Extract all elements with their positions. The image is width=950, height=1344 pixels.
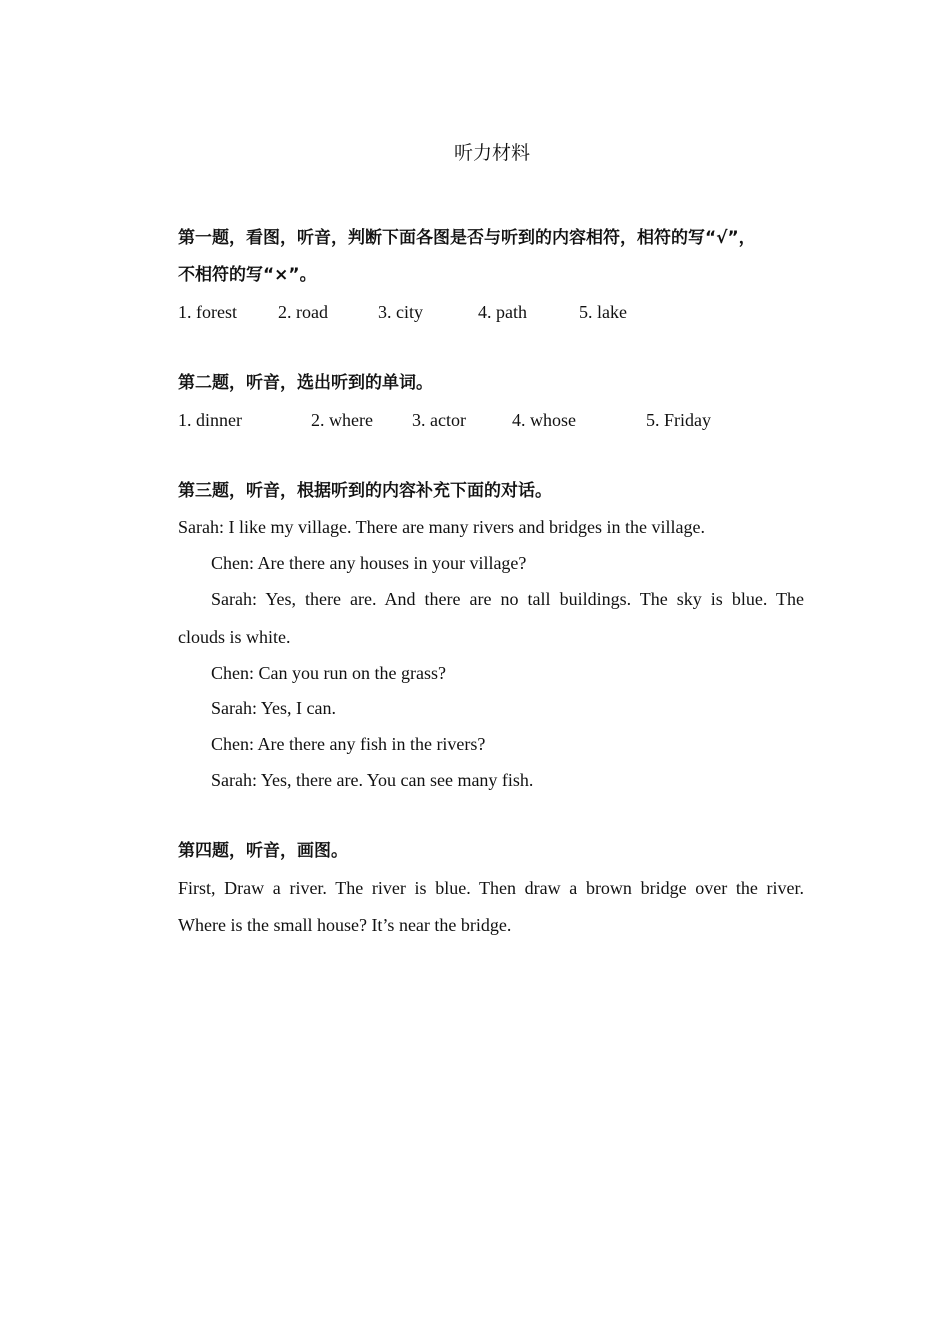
dialogue-line: Sarah: Yes, there are. And there are no tall buildings. The sky is blue. The [211,589,804,609]
section2-heading: 第二题，听音，选出听到的单词。 [178,373,433,393]
section1-item: 3. city [378,302,423,322]
dialogue-line: Sarah: Yes, there are. You can see many fish. [211,770,534,790]
section1-item: 2. road [278,302,328,322]
section4-heading: 第四题，听音，画图。 [178,841,348,861]
dialogue-line: Chen: Can you run on the grass? [211,663,446,683]
section1-item: 4. path [478,302,527,322]
dialogue-line: Sarah: I like my village. There are many rivers and bridges in the village. [178,517,705,537]
dialogue-line: Chen: Are there any fish in the rivers? [211,734,486,754]
section1-heading-line2: 不相符的写“×”。 [178,265,317,285]
section2-item: 3. actor [412,410,466,430]
section1-item: 5. lake [579,302,627,322]
section2-item: 5. Friday [646,410,711,430]
section2-item: 2. where [311,410,373,430]
dialogue-line: Chen: Are there any houses in your village? [211,553,527,573]
section1-heading-line1: 第一题，看图，听音，判断下面各图是否与听到的内容相符，相符的写“√”， [178,228,756,248]
section2-item: 4. whose [512,410,576,430]
section1-item: 1. forest [178,302,237,322]
section3-heading: 第三题，听音，根据听到的内容补充下面的对话。 [178,481,552,501]
dialogue-line: clouds is white. [178,627,291,647]
paragraph-line: First, Draw a river. The river is blue. Then draw a brown bridge over the river. [178,878,804,898]
section2-item: 1. dinner [178,410,242,430]
dialogue-line: Sarah: Yes, I can. [211,698,336,718]
paragraph-line: Where is the small house? It’s near the bridge. [178,915,512,935]
page-title: 听力材料 [453,142,530,164]
